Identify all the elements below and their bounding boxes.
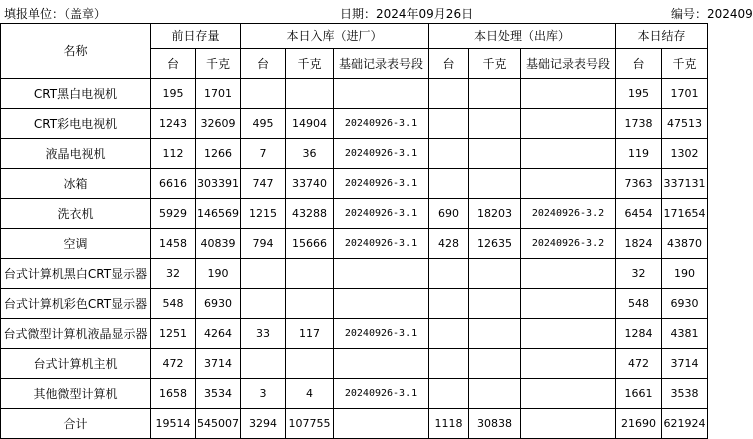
bal-count-cell: 32	[616, 259, 662, 289]
out-count-cell	[429, 109, 469, 139]
bal-kg-cell: 47513	[662, 109, 708, 139]
processed-header: 本日处理（出库）	[429, 24, 616, 49]
bal-count-cell: 1284	[616, 319, 662, 349]
bal-count-cell: 6454	[616, 199, 662, 229]
in-record-cell: 20240926-3.1	[334, 169, 429, 199]
in-record-cell	[334, 409, 429, 439]
out-count-cell: 428	[429, 229, 469, 259]
table-body	[1, 79, 708, 439]
out-kg-cell: 30838	[469, 409, 521, 439]
table-row	[1, 199, 708, 229]
out-kg-cell	[469, 319, 521, 349]
out-kg-cell	[469, 379, 521, 409]
out-count-cell	[429, 349, 469, 379]
out-record-cell	[521, 109, 616, 139]
in-kg-cell: 15666	[286, 229, 334, 259]
prev-kg-cell: 3714	[196, 349, 241, 379]
in-kg-cell: 43288	[286, 199, 334, 229]
bal-kg-cell: 171654	[662, 199, 708, 229]
out-count-cell	[429, 169, 469, 199]
name-cell: 液晶电视机	[1, 139, 151, 169]
table-row	[1, 139, 708, 169]
prev-count-cell: 1243	[151, 109, 196, 139]
in-kg-cell: 33740	[286, 169, 334, 199]
out-count-cell: 1118	[429, 409, 469, 439]
prev-stock-header: 前日存量	[151, 24, 241, 49]
out-count-cell: 690	[429, 199, 469, 229]
out-record-cell	[521, 169, 616, 199]
bal-count-cell: 548	[616, 289, 662, 319]
out-record-cell: 20240926-3.2	[521, 199, 616, 229]
bal-kg-cell: 43870	[662, 229, 708, 259]
out-count-cell	[429, 259, 469, 289]
bal-count-header: 台	[616, 49, 662, 79]
prev-count-cell: 112	[151, 139, 196, 169]
prev-kg-cell: 32609	[196, 109, 241, 139]
bal-kg-cell: 621924	[662, 409, 708, 439]
prev-kg-cell: 40839	[196, 229, 241, 259]
date-label: 日期：2024年09月26日	[340, 7, 474, 21]
prev-count-cell: 6616	[151, 169, 196, 199]
table-row	[1, 169, 708, 199]
bal-count-cell: 119	[616, 139, 662, 169]
in-count-cell: 33	[241, 319, 286, 349]
prev-count-cell: 195	[151, 79, 196, 109]
out-kg-cell	[469, 169, 521, 199]
name-cell: 合计	[1, 409, 151, 439]
table-row	[1, 379, 708, 409]
in-kg-cell: 14904	[286, 109, 334, 139]
col-name-header: 名称	[1, 24, 151, 79]
out-record-cell	[521, 349, 616, 379]
in-record-cell: 20240926-3.1	[334, 109, 429, 139]
bal-kg-cell: 4381	[662, 319, 708, 349]
prev-kg-header: 千克	[196, 49, 241, 79]
name-cell: 台式计算机主机	[1, 349, 151, 379]
table-row	[1, 349, 708, 379]
bal-count-cell: 7363	[616, 169, 662, 199]
prev-kg-cell: 190	[196, 259, 241, 289]
in-kg-cell	[286, 259, 334, 289]
in-kg-header: 千克	[286, 49, 334, 79]
name-cell: CRT彩电电视机	[1, 109, 151, 139]
bal-kg-cell: 337131	[662, 169, 708, 199]
prev-count-cell: 1251	[151, 319, 196, 349]
bal-count-cell: 1661	[616, 379, 662, 409]
in-count-cell: 7	[241, 139, 286, 169]
out-kg-cell	[469, 79, 521, 109]
out-record-cell: 20240926-3.2	[521, 229, 616, 259]
out-record-header: 基础记录表号段	[521, 49, 616, 79]
in-record-header: 基础记录表号段	[334, 49, 429, 79]
report-header	[0, 0, 753, 23]
bal-kg-cell: 1701	[662, 79, 708, 109]
total-row	[1, 409, 708, 439]
bal-kg-cell: 190	[662, 259, 708, 289]
in-count-header: 台	[241, 49, 286, 79]
table-row	[1, 319, 708, 349]
bal-count-cell: 472	[616, 349, 662, 379]
out-record-cell	[521, 139, 616, 169]
out-record-cell	[521, 289, 616, 319]
in-count-cell: 747	[241, 169, 286, 199]
in-record-cell: 20240926-3.1	[334, 199, 429, 229]
bal-kg-cell: 3538	[662, 379, 708, 409]
out-record-cell	[521, 259, 616, 289]
bal-count-cell: 1824	[616, 229, 662, 259]
prev-count-cell: 1658	[151, 379, 196, 409]
prev-kg-cell: 1701	[196, 79, 241, 109]
out-kg-cell: 18203	[469, 199, 521, 229]
name-cell: 洗衣机	[1, 199, 151, 229]
in-record-cell	[334, 349, 429, 379]
out-kg-cell	[469, 109, 521, 139]
in-record-cell: 20240926-3.1	[334, 319, 429, 349]
prev-count-cell: 19514	[151, 409, 196, 439]
out-record-cell	[521, 79, 616, 109]
out-record-cell	[521, 379, 616, 409]
table-row	[1, 259, 708, 289]
in-count-cell: 3	[241, 379, 286, 409]
table-row	[1, 109, 708, 139]
out-kg-cell	[469, 259, 521, 289]
out-count-cell	[429, 319, 469, 349]
prev-count-cell: 5929	[151, 199, 196, 229]
bal-kg-cell: 3714	[662, 349, 708, 379]
in-kg-cell	[286, 79, 334, 109]
in-record-cell	[334, 259, 429, 289]
unit-label: 填报单位：（盖章）	[4, 7, 107, 21]
prev-kg-cell: 4264	[196, 319, 241, 349]
in-kg-cell	[286, 349, 334, 379]
out-kg-cell	[469, 289, 521, 319]
in-count-cell	[241, 289, 286, 319]
prev-kg-cell: 146569	[196, 199, 241, 229]
in-kg-cell: 107755	[286, 409, 334, 439]
in-count-cell: 1215	[241, 199, 286, 229]
out-kg-cell	[469, 349, 521, 379]
out-kg-header: 千克	[469, 49, 521, 79]
prev-kg-cell: 545007	[196, 409, 241, 439]
bal-kg-header: 千克	[662, 49, 708, 79]
in-record-cell: 20240926-3.1	[334, 379, 429, 409]
name-cell: 台式计算机彩色CRT显示器	[1, 289, 151, 319]
out-kg-cell	[469, 139, 521, 169]
out-count-cell	[429, 139, 469, 169]
bal-count-cell: 195	[616, 79, 662, 109]
bal-kg-cell: 6930	[662, 289, 708, 319]
out-record-cell	[521, 409, 616, 439]
out-record-cell	[521, 319, 616, 349]
inbound-header: 本日入库（进厂）	[241, 24, 429, 49]
name-cell: 台式计算机黑白CRT显示器	[1, 259, 151, 289]
out-count-cell	[429, 289, 469, 319]
bal-count-cell: 21690	[616, 409, 662, 439]
table-row	[1, 229, 708, 259]
prev-kg-cell: 6930	[196, 289, 241, 319]
prev-count-cell: 1458	[151, 229, 196, 259]
out-count-header: 台	[429, 49, 469, 79]
prev-count-cell: 548	[151, 289, 196, 319]
name-cell: 空调	[1, 229, 151, 259]
in-count-cell: 3294	[241, 409, 286, 439]
in-record-cell	[334, 79, 429, 109]
in-record-cell	[334, 289, 429, 319]
number-label: 编号：202409	[671, 7, 753, 21]
in-record-cell: 20240926-3.1	[334, 139, 429, 169]
in-kg-cell: 36	[286, 139, 334, 169]
in-record-cell: 20240926-3.1	[334, 229, 429, 259]
in-count-cell: 495	[241, 109, 286, 139]
in-count-cell	[241, 259, 286, 289]
inventory-table	[0, 23, 708, 439]
prev-kg-cell: 1266	[196, 139, 241, 169]
in-count-cell	[241, 79, 286, 109]
in-kg-cell	[286, 289, 334, 319]
bal-kg-cell: 1302	[662, 139, 708, 169]
in-kg-cell: 117	[286, 319, 334, 349]
name-cell: 冰箱	[1, 169, 151, 199]
prev-count-cell: 32	[151, 259, 196, 289]
name-cell: 台式微型计算机液晶显示器	[1, 319, 151, 349]
table-row	[1, 289, 708, 319]
out-count-cell	[429, 379, 469, 409]
out-count-cell	[429, 79, 469, 109]
table-row	[1, 79, 708, 109]
prev-count-cell: 472	[151, 349, 196, 379]
name-cell: CRT黑白电视机	[1, 79, 151, 109]
in-kg-cell: 4	[286, 379, 334, 409]
balance-header: 本日结存	[616, 24, 708, 49]
in-count-cell: 794	[241, 229, 286, 259]
bal-count-cell: 1738	[616, 109, 662, 139]
prev-kg-cell: 303391	[196, 169, 241, 199]
prev-kg-cell: 3534	[196, 379, 241, 409]
in-count-cell	[241, 349, 286, 379]
name-cell: 其他微型计算机	[1, 379, 151, 409]
prev-count-header: 台	[151, 49, 196, 79]
out-kg-cell: 12635	[469, 229, 521, 259]
